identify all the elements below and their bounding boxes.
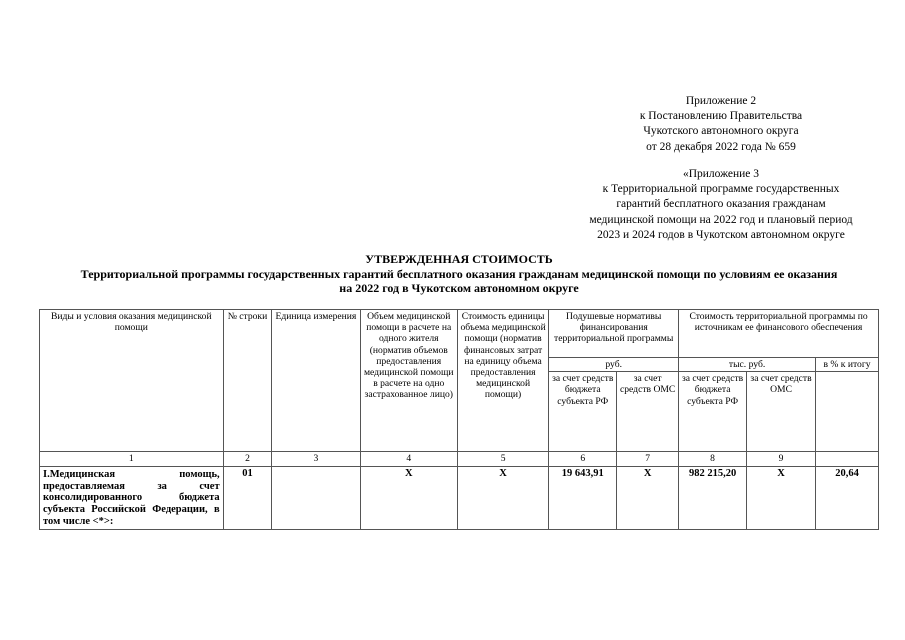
row-cost-percent: 20,64 bbox=[816, 467, 879, 530]
table-row bbox=[40, 467, 879, 530]
header-per-capita-oms: за счет средств ОМС bbox=[617, 372, 679, 452]
row-cost-oms: X bbox=[747, 467, 816, 530]
appendix-3-header bbox=[560, 167, 882, 243]
column-number: 8 bbox=[679, 452, 747, 467]
title-line-2: Территориальной программы государственных гарантий бесплатного оказания гражданам медицинской помощи по условиям ее оказания bbox=[80, 266, 838, 281]
header-per-capita-group: Подушевые нормативы финансирования территориальной программы bbox=[549, 310, 679, 358]
row-volume: X bbox=[360, 467, 457, 530]
header-line: Чукотского автономного округа bbox=[643, 125, 799, 138]
header-per-capita-budget: за счет средств бюджета субъекта РФ bbox=[549, 372, 617, 452]
header-percent-empty bbox=[816, 372, 879, 452]
header-cost-budget: за счет средств бюджета субъекта РФ bbox=[679, 372, 747, 452]
header-percent: в % к итогу bbox=[816, 358, 879, 372]
header-cost-group: Стоимость территориальной программы по источникам ее финансового обеспечения bbox=[679, 310, 879, 358]
title-line-3: на 2022 год в Чукотском автономном округе bbox=[339, 281, 579, 295]
header-unit-rub: руб. bbox=[549, 358, 679, 372]
header-line: гарантий бесплатного оказания гражданам bbox=[616, 198, 826, 211]
header-line: 2023 и 2024 годов в Чукотском автономном округе bbox=[597, 228, 845, 241]
column-number: 1 bbox=[40, 452, 224, 467]
column-number: 3 bbox=[272, 452, 360, 467]
header-volume: Объем медицинской помощи в расчете на одного жителя (норматив объемов предоставления медицинской помощи в расчете на одно застрахованное лицо) bbox=[360, 310, 457, 452]
row-unit bbox=[272, 467, 360, 530]
header-row-1 bbox=[40, 310, 879, 358]
column-number: 2 bbox=[223, 452, 272, 467]
header-line: к Постановлению Правительства bbox=[639, 110, 803, 123]
row-per-capita-oms: X bbox=[617, 467, 679, 530]
title-line-1: УТВЕРЖДЕННАЯ СТОИМОСТЬ bbox=[365, 252, 553, 266]
header-unit: Единица измерения bbox=[272, 310, 360, 452]
header-kinds-conditions: Виды и условия оказания медицинской помощи bbox=[40, 310, 224, 452]
column-number: 4 bbox=[360, 452, 457, 467]
document-title bbox=[30, 252, 888, 296]
header-cost-oms: за счет средств ОМС bbox=[747, 372, 816, 452]
header-line: медицинской помощи на 2022 год и плановый период bbox=[589, 213, 853, 226]
header-line: от 28 декабря 2022 года № 659 bbox=[646, 140, 796, 153]
row-cost-budget: 982 215,20 bbox=[679, 467, 747, 530]
column-number-empty bbox=[816, 452, 879, 467]
row-line-number: 01 bbox=[223, 467, 272, 530]
header-line: к Территориальной программе государственных bbox=[602, 183, 840, 196]
header-line: «Приложение 3 bbox=[682, 168, 760, 180]
column-number-row bbox=[40, 452, 879, 467]
row-per-capita-budget: 19 643,91 bbox=[549, 467, 617, 530]
header-line-number: № строки bbox=[223, 310, 272, 452]
header-unit-thousand-rub: тыс. руб. bbox=[679, 358, 816, 372]
header-line: Приложение 2 bbox=[685, 95, 757, 107]
appendix-2-header bbox=[590, 94, 852, 155]
cost-table bbox=[39, 309, 879, 530]
row-unit-cost: X bbox=[457, 467, 548, 530]
column-number: 5 bbox=[457, 452, 548, 467]
column-number: 7 bbox=[617, 452, 679, 467]
column-number: 6 bbox=[549, 452, 617, 467]
header-unit-cost: Стоимость единицы объема медицинской помощи (норматив финансовых затрат на единицу объема предоставления медицинской помощи) bbox=[457, 310, 548, 452]
row-name: I.Медицинская помощь, предоставляемая за счет консолидированного бюджета субъекта Российской Федерации, в том числе <*>: bbox=[40, 467, 224, 530]
column-number: 9 bbox=[747, 452, 816, 467]
